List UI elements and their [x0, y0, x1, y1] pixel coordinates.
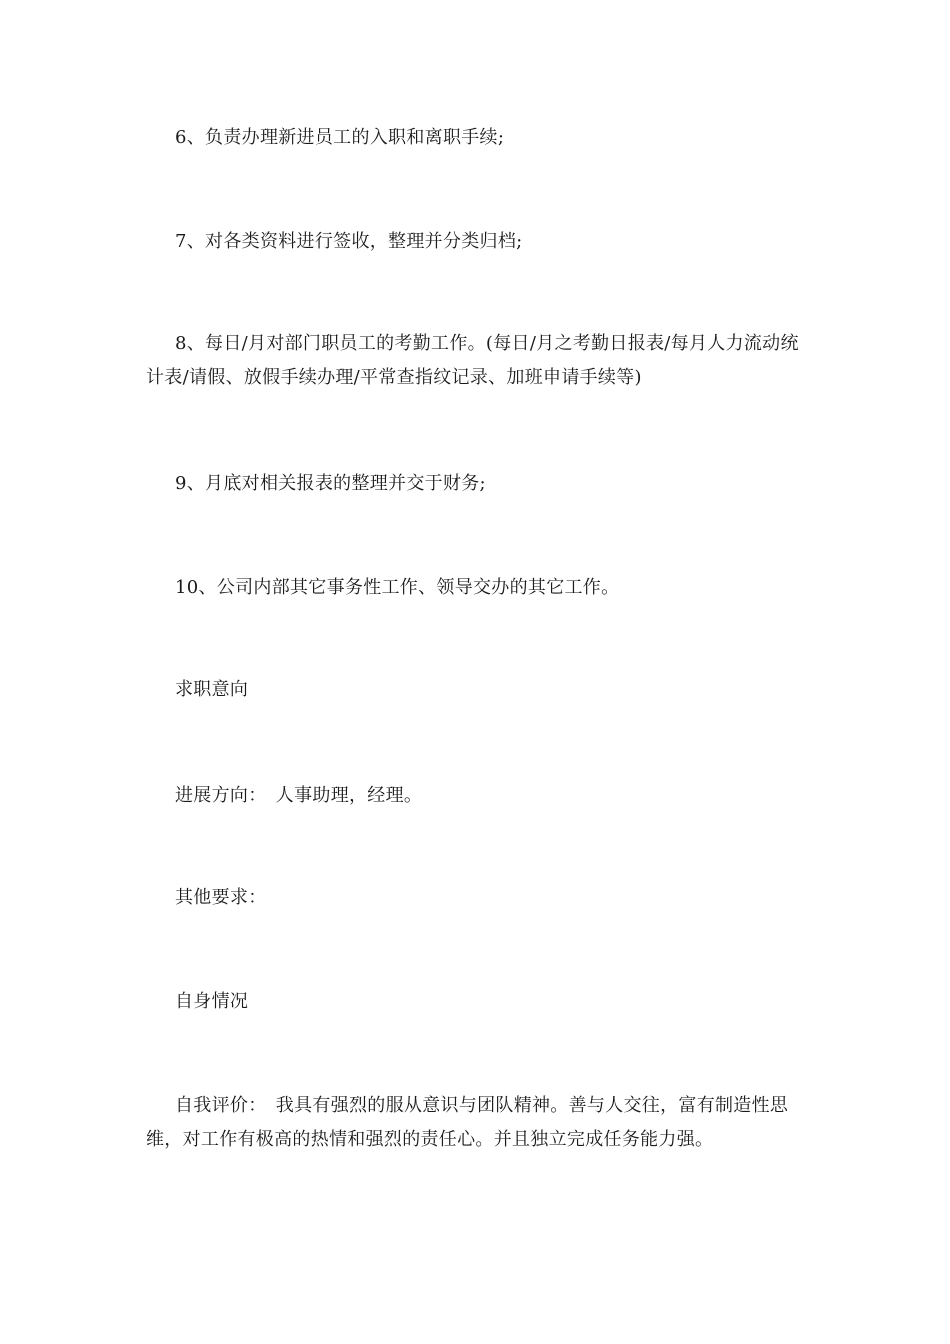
other-requirements: 其他要求： [175, 887, 267, 908]
career-direction: 进展方向： 人事助理，经理。 [175, 785, 423, 806]
duty-item-7: 7、对各类资料进行签收，整理并分类归档; [175, 231, 523, 252]
duty-item-8: 8、每日/月对部门职员工的考勤工作。(每日/月之考勤日报表/每月人力流动统计表/请假、放假手续办理/平常查指纹记录、加班申请手续等) [146, 333, 799, 388]
duty-item-9: 9、月底对相关报表的整理并交于财务; [175, 473, 486, 494]
duty-item-10: 10、公司内部其它事务性工作、领导交办的其它工作。 [175, 577, 620, 598]
section-heading-job-intention: 求职意向 [175, 679, 249, 700]
duty-item-6: 6、负责办理新进员工的入职和离职手续; [175, 127, 505, 148]
section-heading-self-situation: 自身情况 [175, 991, 249, 1012]
self-evaluation: 自我评价： 我具有强烈的服从意识与团队精神。善与人交往，富有制造性思维，对工作有极高的热情和强烈的责任心。并且独立完成任务能力强。 [146, 1095, 789, 1150]
